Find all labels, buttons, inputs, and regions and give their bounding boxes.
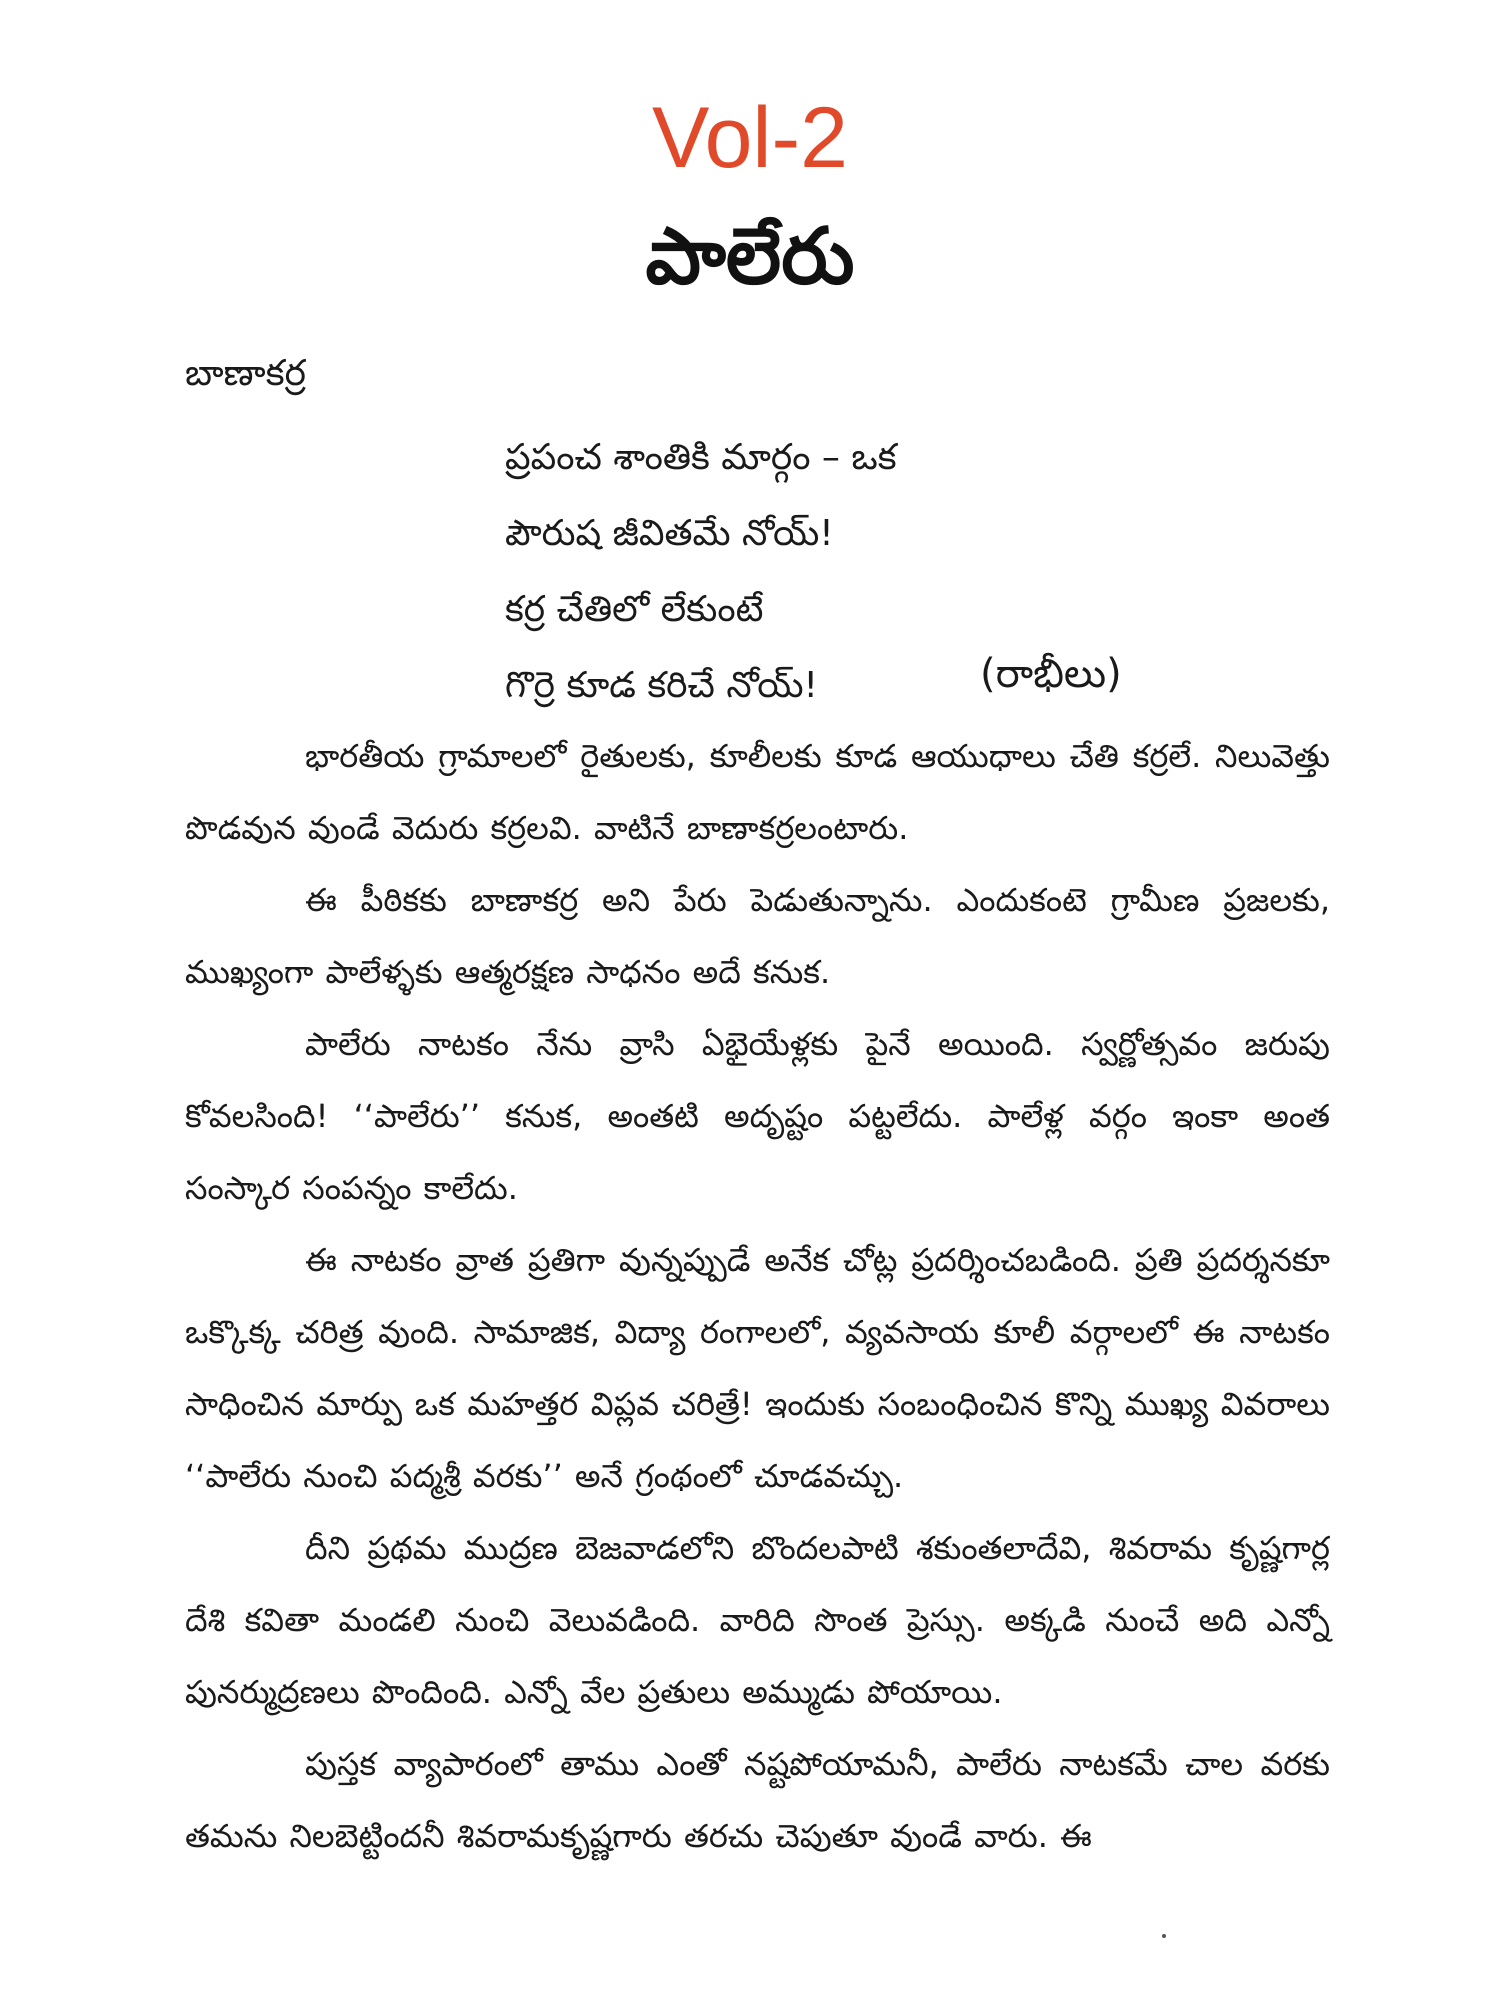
verse-line: గొర్రె కూడ కరిచే నోయ్! xyxy=(505,665,818,706)
verse-attribution: (రాభీలు) xyxy=(980,651,1122,697)
volume-label: Vol-2 xyxy=(651,90,849,186)
body-text xyxy=(185,720,1330,1872)
page-speck xyxy=(1162,1934,1166,1938)
verse-line: ప్రపంచ శాంతికి మార్గం – ఒక xyxy=(505,437,897,478)
verse-line: పౌరుష జీవితమే నోయ్! xyxy=(505,513,834,554)
section-heading: బాణాకర్ర xyxy=(185,353,306,394)
paragraph: దీని ప్రథమ ముద్రణ బెజవాడలోని బొందలపాటి శకుంతలాదేవి, శివరామ కృష్ణగార్ల దేశి కవితా మండలి నుంచి వెలువడింది. వారిది సొంత ప్రెస్సు. అక్కడి నుంచే అది ఎన్నో పునర్ముద్రణలు పొందింది. ఎన్నో వేల ప్రతులు అమ్ముడు పోయాయి. xyxy=(185,1529,1330,1711)
paragraph: భారతీయ గ్రామాలలో రైతులకు, కూలీలకు కూడ ఆయుధాలు చేతి కర్రలే. నిలువెత్తు పొడవున వుండే వెదురు కర్రలవి. వాటినే బాణాకర్రలంటారు. xyxy=(185,737,1330,847)
paragraph: ఈ పీఠికకు బాణాకర్ర అని పేరు పెడుతున్నాను. ఎందుకంటె గ్రామీణ ప్రజలకు, ముఖ్యంగా పాలేళ్ళకు ఆత్మరక్షణ సాధనం అదే కనుక. xyxy=(185,881,1330,991)
paragraph: ఈ నాటకం వ్రాత ప్రతిగా వున్నప్పుడే అనేక చోట్ల ప్రదర్శించబడింది. ప్రతి ప్రదర్శనకూ ఒక్కొక్క చరిత్ర వుంది. సామాజిక, విద్యా రంగాలలో, వ్యవసాయ కూలీ వర్గాలలో ఈ నాటకం సాధించిన మార్పు ఒక మహత్తర విప్లవ చరిత్రే! ఇందుకు సంబంధించిన కొన్ని ముఖ్య వివరాలు ‘‘పాలేరు నుంచి పద్మశ్రీ వరకు’’ అనే గ్రంథంలో చూడవచ్చు. xyxy=(185,1241,1330,1495)
verse-line: కర్ర చేతిలో లేకుంటే xyxy=(505,589,764,630)
paragraph: పాలేరు నాటకం నేను వ్రాసి ఏభైయేళ్లకు పైనే అయింది. స్వర్ణోత్సవం జరుపు కోవలసింది! ‘‘పాలేరు’’ కనుక, అంతటి అదృష్టం పట్టలేదు. పాలేళ్ల వర్గం ఇంకా అంత సంస్కార సంపన్నం కాలేదు. xyxy=(185,1025,1330,1207)
paragraph: పుస్తక వ్యాపారంలో తాము ఎంతో నష్టపోయామనీ, పాలేరు నాటకమే చాల వరకు తమను నిలబెట్టిందనీ శివరామకృష్ణగారు తరచు చెపుతూ వుండే వారు. ఈ xyxy=(185,1745,1330,1855)
book-title: పాలేరు xyxy=(645,212,855,302)
